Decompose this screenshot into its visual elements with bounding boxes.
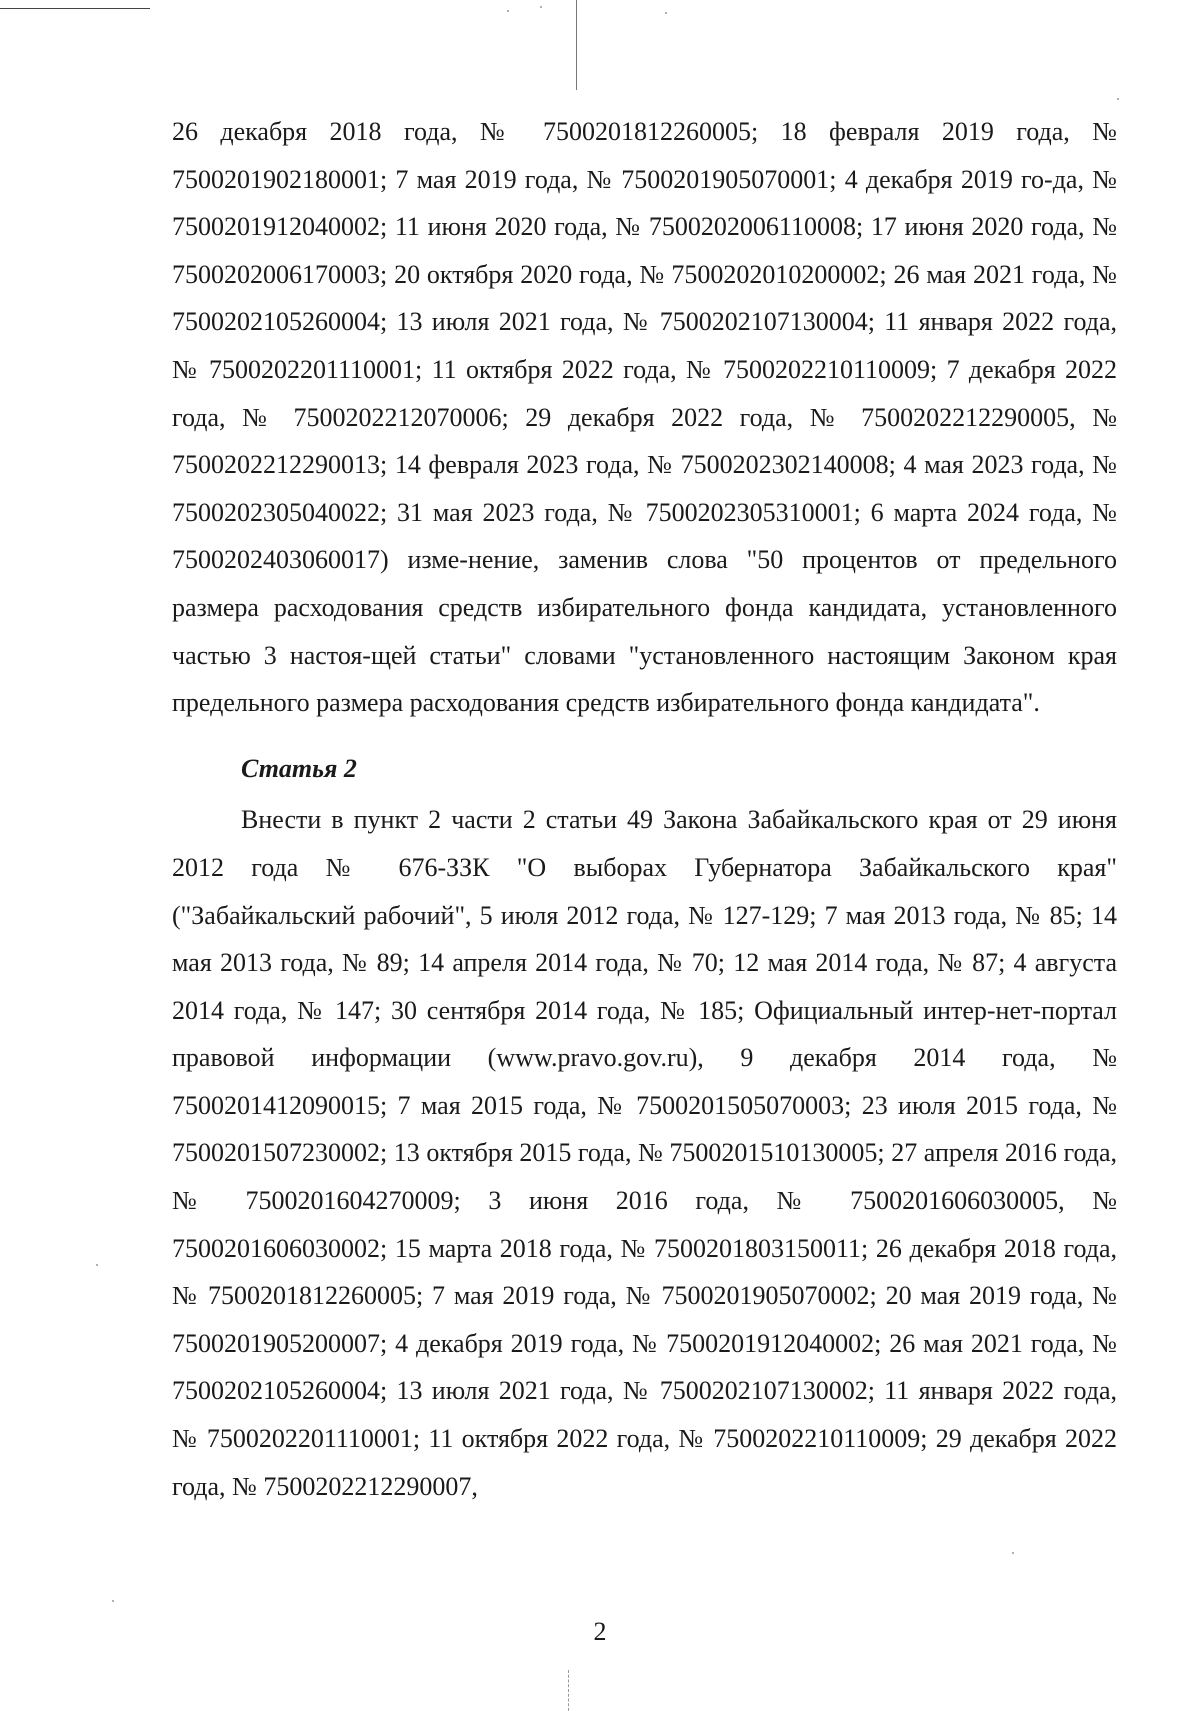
- document-body: [172, 108, 1117, 1510]
- scan-speck: [665, 12, 667, 14]
- scan-speck: [96, 1264, 98, 1266]
- fold-mark-top: [576, 0, 577, 90]
- page-number: 2: [593, 1617, 607, 1646]
- scan-edge-line: [0, 8, 150, 9]
- fold-mark-bottom: [568, 1670, 569, 1711]
- continuation-paragraph: 26 декабря 2018 года, № 7500201812260005; 18 февраля 2019 года, № 7500201902180001; 7 мая 2019 года, № 7500201905070001; 4 декабря 2019 го-да, № 7500201912040002; 11 июня 2020 года, № 7500202006110008; 17 июня 2020 года, № 7500202006170003; 20 октября 2020 года, № 7500202010200002; 26 мая 2021 года, № 7500202105260004; 13 июля 2021 года, № 7500202107130004; 11 января 2022 года, № 7500202201110001; 11 октября 2022 года, № 7500202210110009; 7 декабря 2022 года, № 7500202212070006; 29 декабря 2022 года, № 7500202212290005, № 7500202212290013; 14 февраля 2023 года, № 7500202302140008; 4 мая 2023 года, № 7500202305040022; 31 мая 2023 года, № 7500202305310001; 6 марта 2024 года, № 7500202403060017) изме-нение, заменив слова "50 процентов от предельного размера расходования средств избирательного фонда кандидата, установленного частью 3 настоя-щей статьи" словами "установленного настоящим Законом края предельного размера расходования средств избирательного фонда кандидата".: [172, 117, 1117, 718]
- article-paragraph: Внести в пункт 2 части 2 статьи 49 Закона Забайкальского края от 29 июня 2012 года № 676-ЗЗК "О выборах Губернатора Забайкальского края" ("Забайкальский рабочий", 5 июля 2012 года, № 127-129; 7 мая 2013 года, № 85; 14 мая 2013 года, № 89; 14 апреля 2014 года, № 70; 12 мая 2014 года, № 87; 4 августа 2014 года, № 147; 30 сентября 2014 года, № 185; Официальный интер-нет-портал правовой информации (www.pravo.gov.ru), 9 декабря 2014 года, № 7500201412090015; 7 мая 2015 года, № 7500201505070003; 23 июля 2015 года, № 7500201507230002; 13 октября 2015 года, № 7500201510130005; 27 апреля 2016 года, № 7500201604270009; 3 июня 2016 года, № 7500201606030005, № 7500201606030002; 15 марта 2018 года, № 7500201803150011; 26 декабря 2018 года, № 7500201812260005; 7 мая 2019 года, № 7500201905070002; 20 мая 2019 года, № 7500201905200007; 4 декабря 2019 года, № 7500201912040002; 26 мая 2021 года, № 7500202105260004; 13 июля 2021 года, № 7500202107130002; 11 января 2022 года, № 7500202201110001; 11 октября 2022 года, № 7500202210110009; 29 декабря 2022 года, № 7500202212290007,: [172, 805, 1117, 1501]
- scan-speck: [1117, 98, 1119, 100]
- scan-speck: [540, 6, 542, 8]
- article-heading: Статья 2: [241, 753, 357, 783]
- scan-speck: [1012, 1552, 1014, 1554]
- scan-speck: [112, 1600, 114, 1602]
- scan-speck: [507, 10, 509, 12]
